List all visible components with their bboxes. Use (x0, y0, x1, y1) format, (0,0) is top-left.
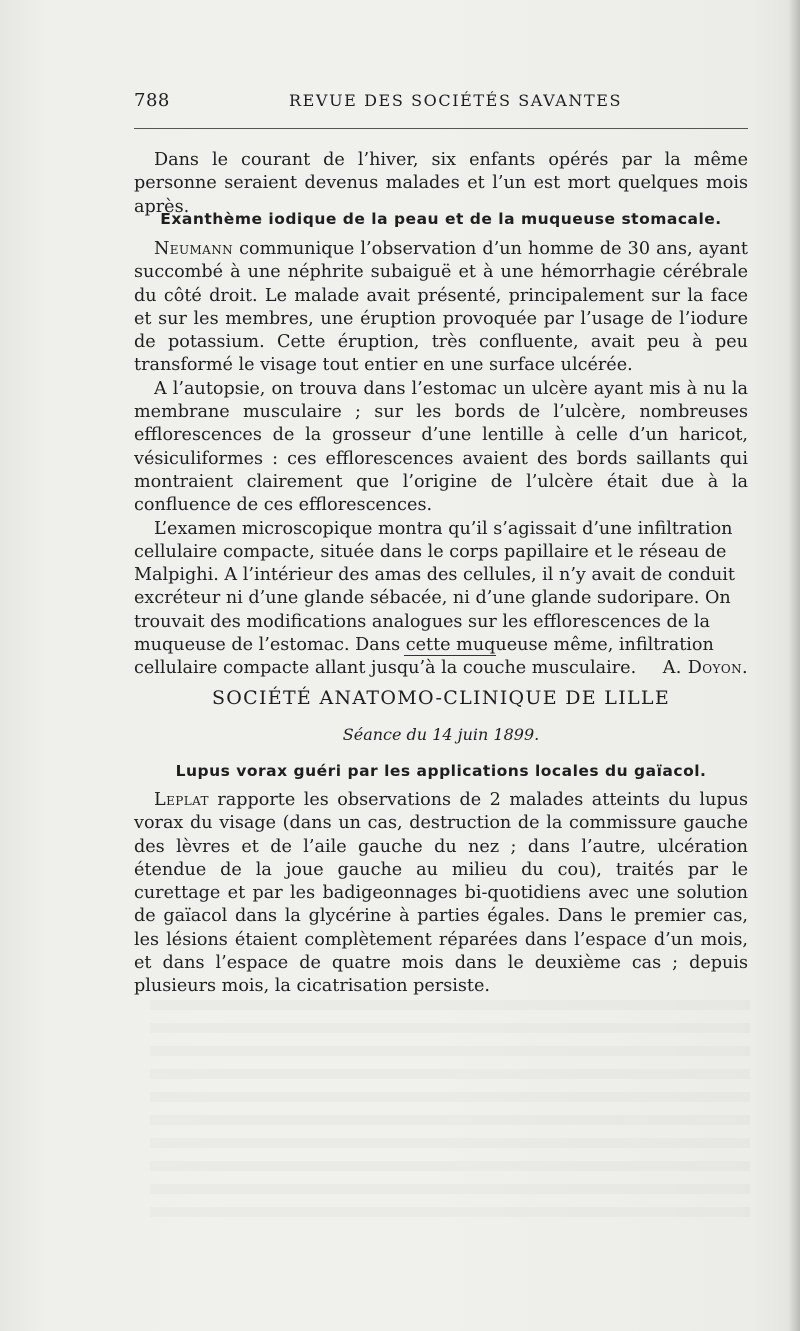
article-lupus-paragraph (134, 789, 748, 999)
article-exantheme-paragraph-1 (134, 238, 748, 378)
article-lupus-body (134, 789, 748, 999)
seance-date: Séance du 14 juin 1899. (342, 725, 540, 744)
author-name: Neumann (154, 239, 234, 259)
page-edge-shadow (788, 0, 800, 1331)
article-title-exantheme: Exanthème iodique de la peau et de la muqueuse stomacale. (160, 210, 722, 228)
paragraph-text: rapporte les observations de 2 malades atteints du lupus vorax du visage (dans un cas, destruction de la commissure gauche des lèvres et de l’aile gauche du nez ; dans l’autre, ulcération étendue de la joue gauche au milieu du cou), traités par le curettage et par les badigeonnages bi-quotidiens avec une solution de gaïacol dans la glycérine à parties égales. Dans le premier cas, les lésions étaient complètement réparées dans l’espace d’un mois, et dans l’espace de quatre mois dans le deuxième cas ; depuis plusieurs mois, la cicatrisation persiste. (134, 790, 748, 997)
running-header (134, 90, 748, 118)
paragraph-text: L’examen microscopique montra qu’il s’agissait d’une infiltration cellulaire compacte, située dans le corps papillaire et le réseau de Malpighi. A l’intérieur des amas des cellules, il n’y avait de conduit excréteur ni d’une glande sébacée, ni d’une glande sudoripare. On trouvait des modifications analogues sur les efflorescences de la muqueuse de l’estomac. Dans cette muqueuse même, infiltration cellulaire compacte allant jusqu’à la couche musculaire. (134, 518, 735, 679)
article-exantheme-body (134, 238, 748, 681)
society-title: SOCIÉTÉ ANATOMO-CLINIQUE DE LILLE (211, 687, 671, 709)
page-number: 788 (134, 90, 170, 111)
running-title: REVUE DES SOCIÉTÉS SAVANTES (289, 91, 623, 110)
author-name: Leplat (154, 790, 209, 810)
bleed-through-shadow (150, 1000, 750, 1230)
article-exantheme-paragraph-2: A l’autopsie, on trouva dans l’estomac un ulcère ayant mis à nu la membrane musculaire ; sur les bords de l’ulcère, nombreuses efflorescences de la grosseur d’une lentille à celle d’un haricot, vésiculiformes : ces efflorescences avaient des bords saillants qui montraient clairement que l’origine de l’ulcère était due à la confluence de ces efflorescences. (134, 378, 748, 516)
signature: A. Doyon. (662, 658, 748, 679)
header-rule (134, 128, 748, 129)
paragraph-text: communique l’observation d’un homme de 30 ans, ayant succombé à une néphrite subaiguë et à une hémorrhagie cérébrale du côté droit. Le malade avait présenté, principalement sur la face et sur les membres, une éruption provoquée par l’usage de l’iodure de potassium. Cette éruption, très confluente, avait peu à peu transformé le visage tout entier en une surface ulcérée. (134, 239, 748, 376)
intro-paragraph: Dans le courant de l’hiver, six enfants opérés par la même personne seraient devenus malades et l’un est mort quelques mois après. (134, 150, 748, 217)
intro-block (134, 149, 748, 219)
article-exantheme-paragraph-3 (134, 518, 748, 681)
section-divider (404, 655, 496, 656)
article-title-lupus: Lupus vorax guéri par les applications locales du gaïacol. (175, 762, 707, 780)
